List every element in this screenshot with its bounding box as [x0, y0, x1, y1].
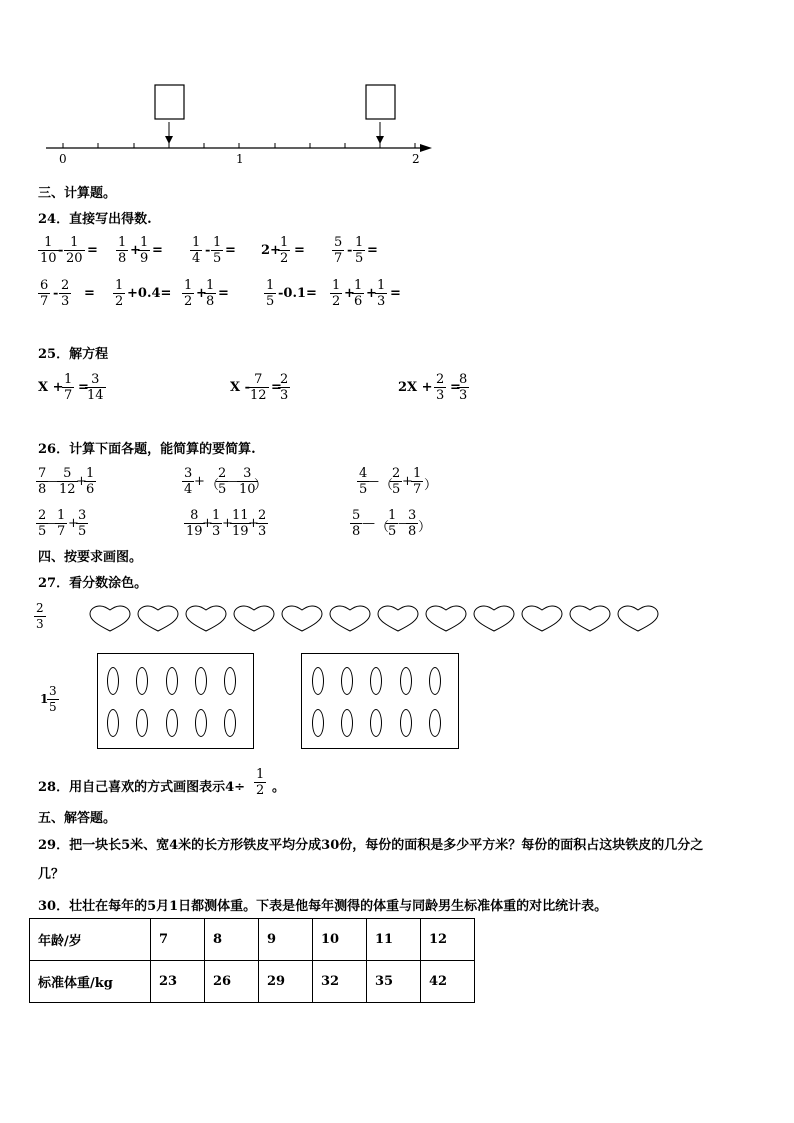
oval-shape[interactable] [166, 709, 178, 737]
q29-line1: 29．把一块长5米、宽4米的长方形铁皮平均分成30份，每份的面积是多少平方米？每份的面积占这块铁皮的几分之 [38, 838, 704, 853]
section4-heading: 四、按要求画图。 [38, 550, 143, 565]
heart-shape[interactable] [474, 606, 514, 631]
table-cell: 9 [259, 919, 313, 961]
table-cell: 标准体重/kg [30, 961, 151, 1003]
oval-shape[interactable] [195, 667, 207, 695]
oval-shape[interactable] [341, 709, 353, 737]
oval-shape[interactable] [400, 667, 412, 695]
answer-box-2[interactable] [366, 85, 395, 119]
table-cell: 29 [259, 961, 313, 1003]
table-cell: 23 [151, 961, 205, 1003]
arrow-head-1 [165, 136, 173, 144]
oval-shape[interactable] [136, 709, 148, 737]
tick-label-2: 2 [412, 152, 420, 166]
heart-shape[interactable] [90, 606, 130, 631]
q26-title: 26．计算下面各题，能简算的要简算. [38, 442, 256, 457]
q27-fraction-2-3: $\frac{2}{3}$ [36, 601, 44, 631]
table-cell: 32 [313, 961, 367, 1003]
q24-title: 24．直接写出得数. [38, 212, 152, 227]
heart-shape[interactable] [570, 606, 610, 631]
section5-heading: 五、解答题。 [38, 811, 117, 826]
oval-shape[interactable] [195, 709, 207, 737]
heart-shape[interactable] [378, 606, 418, 631]
axis-arrow-icon [420, 144, 432, 152]
q29-line2: 几？ [38, 867, 65, 882]
answer-box-1[interactable] [155, 85, 184, 119]
heart-shape[interactable] [522, 606, 562, 631]
table-cell: 26 [205, 961, 259, 1003]
table-cell: 35 [367, 961, 421, 1003]
heart-shape[interactable] [234, 606, 274, 631]
table-cell: 10 [313, 919, 367, 961]
oval-shape[interactable] [166, 667, 178, 695]
heart-shape[interactable] [186, 606, 226, 631]
q25-title: 25．解方程 [38, 347, 109, 362]
heart-shape[interactable] [282, 606, 322, 631]
oval-shape[interactable] [312, 709, 324, 737]
table-cell: 11 [367, 919, 421, 961]
oval-shape[interactable] [370, 709, 382, 737]
heart-shape[interactable] [618, 606, 658, 631]
table-cell: 7 [151, 919, 205, 961]
heart-shape[interactable] [426, 606, 466, 631]
table-row [30, 919, 475, 961]
oval-shape[interactable] [400, 709, 412, 737]
arrow-head-2 [376, 136, 384, 144]
table-cell: 年龄/岁 [30, 919, 151, 961]
oval-shape[interactable] [224, 709, 236, 737]
oval-shape[interactable] [429, 709, 441, 737]
weight-table [29, 918, 475, 1003]
q27-title: 27．看分数涂色。 [38, 576, 148, 591]
worksheet-page: 0 1 2 三、计算题。 24．直接写出得数. $\frac{1}{10}$ - $\frac{1}{20}$ = $\frac{1}{8}$ + $\frac{1}{9}$ = $\frac{1}{4}$ - $\frac{1}{5}$ = 2+ $\frac{1}{2}$ = $\frac{5}{7}$ - $\frac{1}{5}$ = $\frac{6}{7}$ - $\frac{2}{3}$ = $\frac{1}{2}$ +0.4= $\frac{1}{2}$ + $\frac{1}{8}$ = $\frac{1}{5}$ -0.1= $\frac{1}{2}$ + $\frac{1}{6}$ + $\frac{1}{3}$ = 25．解方程 X + $\frac{1}{7}$ = $\frac{3}{14}$ X - $\frac{7}{12}$ = $\frac{2}{3}$ 2X + $\frac{2}{3}$ = $\frac{8}{3}$ 26．计算下面各题，能简算的要简算. $\frac{7}{8}$ — $\frac{5}{12}$ + $\frac{1}{6}$ $\frac{3}{4}$ + （ $\frac{2}{5}$ — $\frac{3}{10}$ ） $\frac{4}{5}$ — （ $\frac{2}{5}$ + $\frac{1}{7}$ ） $\frac{2}{5}$ — $\frac{1}{7}$ + $\frac{3}{5}$ $\frac{8}{19}$ + $\frac{1}{3}$ + $\frac{11}{19}$ + $\frac{2}{3}$ $\frac{5}{8}$ — （ $\frac{1}{5}$ — $\frac{3}{8}$ ） 四、按要求画图。 27．看分数涂色。 $\frac{2}{3}$ 1 $\frac{3}{5}$ 28．用自己喜欢的方式画图表示4÷ $\frac{1}{2}$ 。 五、解答题。 29．把一块长5米、宽4米的长方形铁皮平均分成30份，每份的面积是多少平方米？每份的面积占这块铁皮的几分之 几？ 30．壮壮在每年的5月1日都测体重。下表是他每年测得的体重与同龄男生标准体重的对比统计表。 年龄/岁 7 8 9 10 11 12 标准体重/kg 23 26 29 32 35 42 [0, 0, 794, 1123]
table-cell: 12 [421, 919, 475, 961]
tick-label-1: 1 [236, 152, 244, 166]
oval-shape[interactable] [224, 667, 236, 695]
oval-shape[interactable] [107, 709, 119, 737]
table-cell: 8 [205, 919, 259, 961]
tick-label-0: 0 [59, 152, 67, 166]
q30-text: 30．壮壮在每年的5月1日都测体重。下表是他每年测得的体重与同龄男生标准体重的对比统计表。 [38, 899, 608, 914]
q28-text: 28．用自己喜欢的方式画图表示4÷ [38, 780, 246, 795]
oval-shape[interactable] [370, 667, 382, 695]
table-cell: 42 [421, 961, 475, 1003]
oval-shape[interactable] [312, 667, 324, 695]
oval-shape[interactable] [429, 667, 441, 695]
hearts-row [88, 604, 663, 634]
oval-shape[interactable] [107, 667, 119, 695]
section3-heading: 三、计算题。 [38, 186, 117, 201]
heart-shape[interactable] [138, 606, 178, 631]
heart-shape[interactable] [330, 606, 370, 631]
oval-shape[interactable] [341, 667, 353, 695]
oval-shape[interactable] [136, 667, 148, 695]
table-row [30, 961, 475, 1003]
